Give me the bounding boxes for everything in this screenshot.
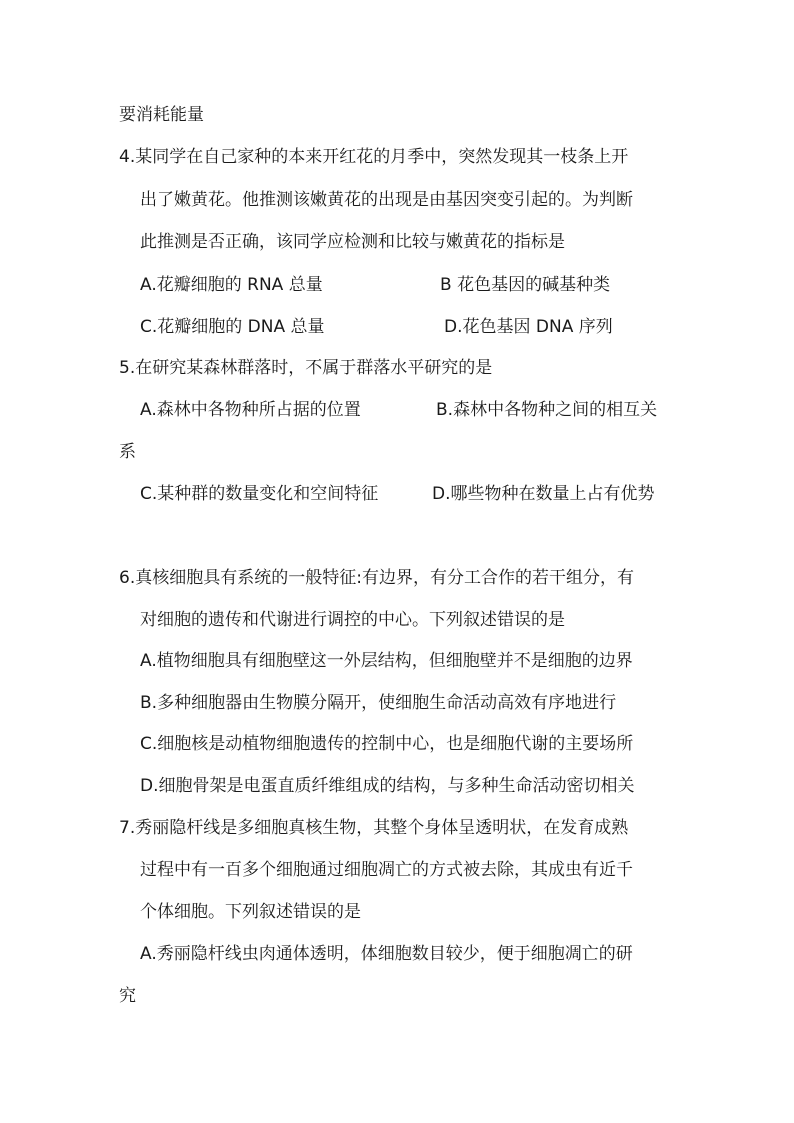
text-line: 要消耗能量 xyxy=(119,105,204,125)
text-line: 系 xyxy=(119,442,136,462)
question-7-stem: 个体细胞。下列叙述错误的是 xyxy=(140,902,361,922)
option-d: D.哪些物种在数量上占有优势 xyxy=(432,484,655,504)
question-7-stem: 7.秀丽隐杆线是多细胞真核生物，其整个身体呈透明状，在发育成熟 xyxy=(119,818,629,838)
option-c: C.某种群的数量变化和空间特征 xyxy=(140,484,379,504)
question-7-stem: 过程中有一百多个细胞通过细胞凋亡的方式被去除，其成虫有近千 xyxy=(140,860,633,880)
option-b: B.多种细胞器由生物膜分隔开，使细胞生命活动高效有序地进行 xyxy=(140,693,617,713)
option-c: C.细胞核是动植物细胞遗传的控制中心，也是细胞代谢的主要场所 xyxy=(140,734,634,754)
option-c: C.花瓣细胞的 DNA 总量 xyxy=(140,317,325,337)
question-6-stem: 6.真核细胞具有系统的一般特征:有边界，有分工合作的若干组分，有 xyxy=(119,568,634,588)
option-b: B.森林中各物种之间的相互关 xyxy=(436,400,658,420)
option-d: D.细胞骨架是电蛋直质纤维组成的结构，与多种生命活动密切相关 xyxy=(140,776,635,796)
option-a: A.森林中各物种所占据的位置 xyxy=(140,400,361,420)
question-6-stem: 对细胞的遗传和代谢进行调控的中心。下列叙述错误的是 xyxy=(140,610,565,630)
question-4-stem: 出了嫩黄花。他推测该嫩黄花的出现是由基因突变引起的。为判断 xyxy=(140,190,633,210)
question-4-stem: 4.某同学在自己家种的本来开红花的月季中，突然发现其一枝条上开 xyxy=(119,147,629,167)
option-b: B 花色基因的碱基种类 xyxy=(440,275,611,295)
text-line: 究 xyxy=(119,986,136,1006)
option-a: A.秀丽隐杆线虫肉通体透明，体细胞数目较少，便于细胞凋亡的研 xyxy=(140,944,633,964)
option-d: D.花色基因 DNA 序列 xyxy=(444,317,613,337)
option-a: A.植物细胞具有细胞壁这一外层结构，但细胞壁并不是细胞的边界 xyxy=(140,651,633,671)
question-5-stem: 5.在研究某森林群落时，不属于群落水平研究的是 xyxy=(119,358,493,378)
option-a: A.花瓣细胞的 RNA 总量 xyxy=(140,275,323,295)
question-4-stem: 此推测是否正确，该同学应检测和比较与嫩黄花的指标是 xyxy=(140,232,565,252)
